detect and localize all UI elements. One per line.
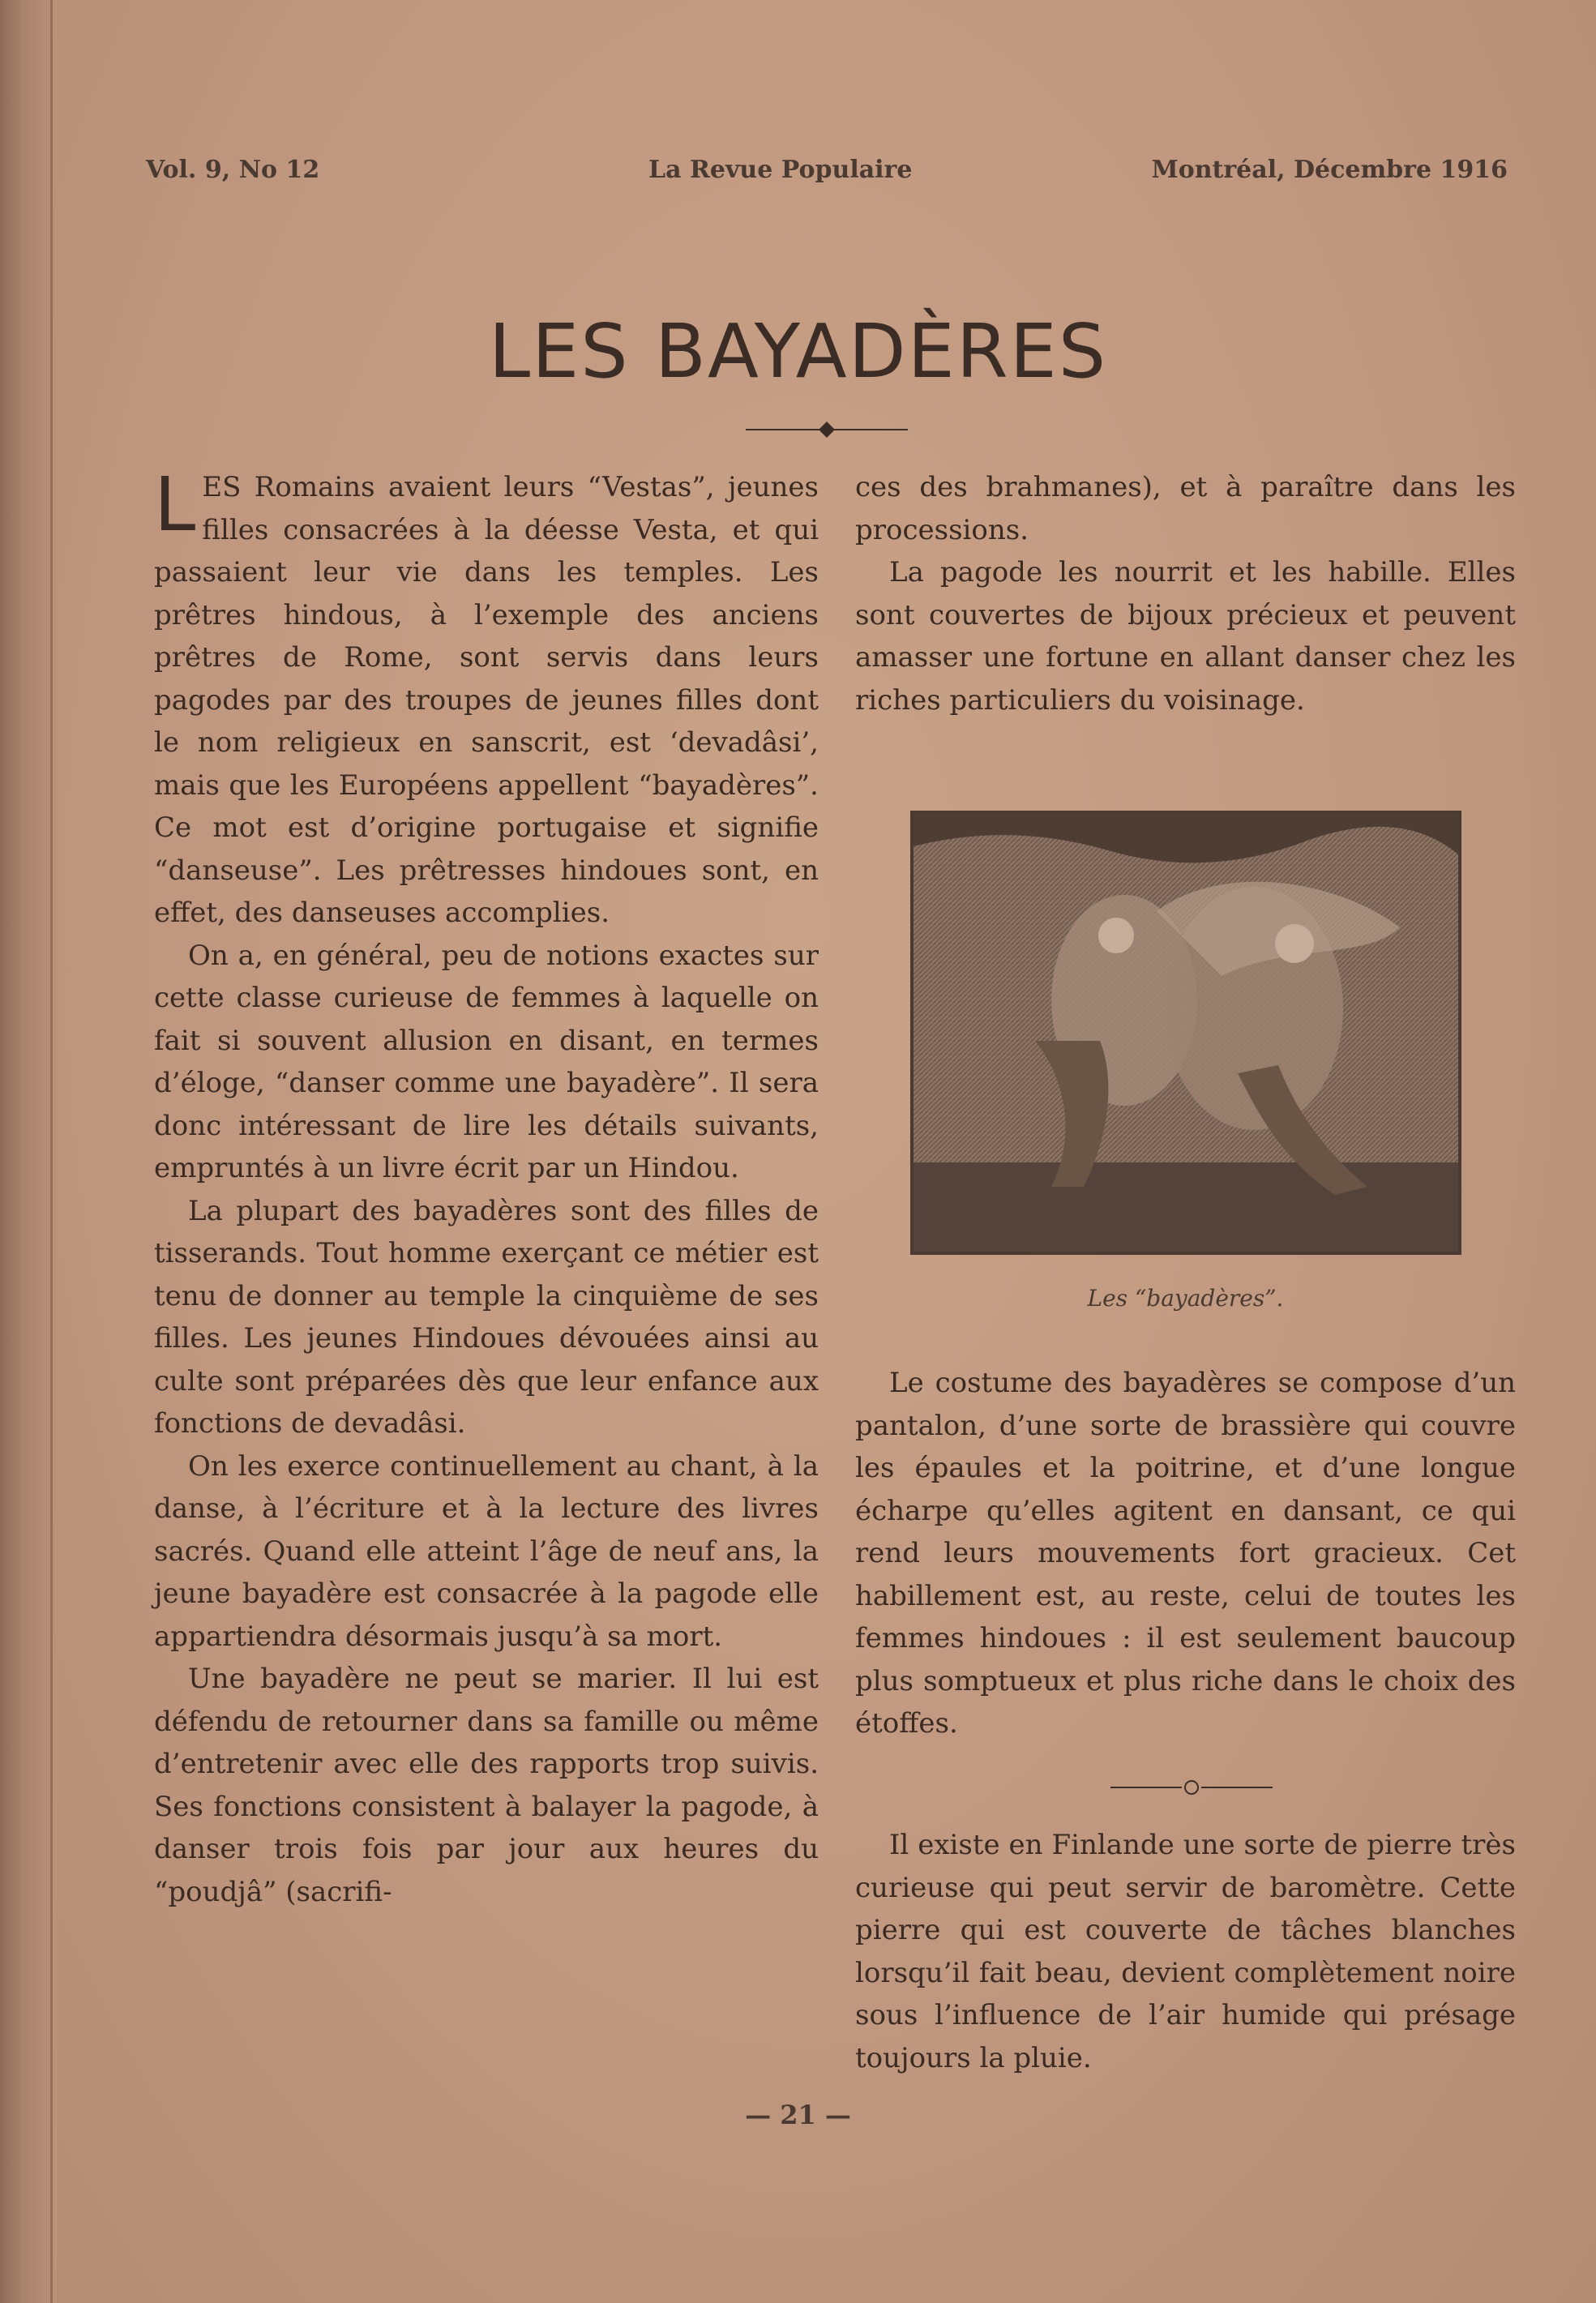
paragraph-6: ces des brahmanes), et à paraître dans les processions. [855, 471, 1516, 546]
running-header [146, 156, 1508, 188]
drop-cap: L [154, 461, 196, 548]
right-column-middle [855, 1362, 1516, 1745]
paragraph-7: La pagode les nourrit et les habille. Elles sont couvertes de bijoux précieux et peuvent amasser une fortune en allant danser chez les riches particuliers du voisinage. [855, 556, 1516, 717]
section-divider [1110, 1775, 1273, 1800]
paragraph-8: Le costume des bayadères se compose d’un pantalon, d’une sorte de brassière qui couvre les épaules et la poitrine, et d’une longue écharpe qu’elles agitent en dansant, ce qui rend leurs mouvements fort gracieux. Cet habillement est, au reste, celui de toutes les femmes hindoues : il est seulement baucoup plus somptueux et plus riche dans le choix des étoffes. [855, 1367, 1516, 1740]
paragraph-3: La plupart des bayadères sont des filles de tisserands. Tout homme exerçant ce métier est tenu de donner au temple la cinquième de ses filles. Les jeunes Hindoues dévouées ainsi au culte sont préparées dès que leur enfance aux fonctions de devadâsi. [154, 1194, 819, 1440]
page-number: — 21 — [745, 2100, 851, 2130]
right-column-top [855, 466, 1516, 721]
title-ornament [746, 417, 908, 442]
paragraph-4: On les exerce continuellement au chant, à la danse, à l’écriture et à la lecture des livres sacrés. Quand elle atteint l’âge de neuf ans, la jeune bayadère est consacrée à la pagode elle appartiendra désormais jusqu’à sa mort. [154, 1449, 819, 1653]
article-title: LES BAYADÈRES [488, 308, 1108, 395]
header-place-date: Montréal, Décembre 1916 [1151, 156, 1508, 184]
figure-caption: Les “bayadères”. [1087, 1285, 1284, 1312]
right-column-bottom [855, 1824, 1516, 2079]
paragraph-5: Une bayadère ne peut se marier. Il lui est défendu de retourner dans sa famille ou même d’entretenir avec elle des rapports trop suivis. Ses fonctions consistent à balayer la pagode, à danser trois fois par jour aux heures du “poudjâ” (sacrifi- [154, 1663, 819, 1908]
paragraph-1 [154, 461, 819, 935]
dancers-engraving [914, 814, 1458, 1252]
paragraph-1-text: ES Romains avaient leurs “Vestas”, jeunes filles consacrées à la déesse Vesta, et qui passaient leur vie dans les temples. Les prêtres hindous, à l’exemple des anciens prêtres de Rome, sont servis dans leurs pagodes par des troupes de jeunes filles dont le nom religieux en sanscrit, est ‘devadâsi’, mais que les Européens appellent “bayadères”. Ce mot est d’origine portugaise et signifie “danseuse”. Les prêtresses hindoues sont, en effet, des danseuses accomplies. [154, 471, 819, 929]
paragraph-2: On a, en général, peu de notions exactes sur cette classe curieuse de femmes à laquelle on fait si souvent allusion en disant, en termes d’éloge, “danser comme une bayadère”. Il sera donc intéressant de lire les détails suivants, empruntés à un livre écrit par un Hindou. [154, 939, 819, 1184]
header-publication: La Revue Populaire [648, 156, 913, 184]
paragraph-9: Il existe en Finlande une sorte de pierre très curieuse qui peut servir de baromètre. Cette pierre qui est couverte de tâches blanches lorsqu’il fait beau, devient complètement noire sous l’influence de l’air humide qui présage toujours la pluie. [855, 1829, 1516, 2074]
dancers-illustration [910, 811, 1461, 1255]
header-volume: Vol. 9, No 12 [146, 156, 320, 184]
left-column [154, 461, 819, 1913]
